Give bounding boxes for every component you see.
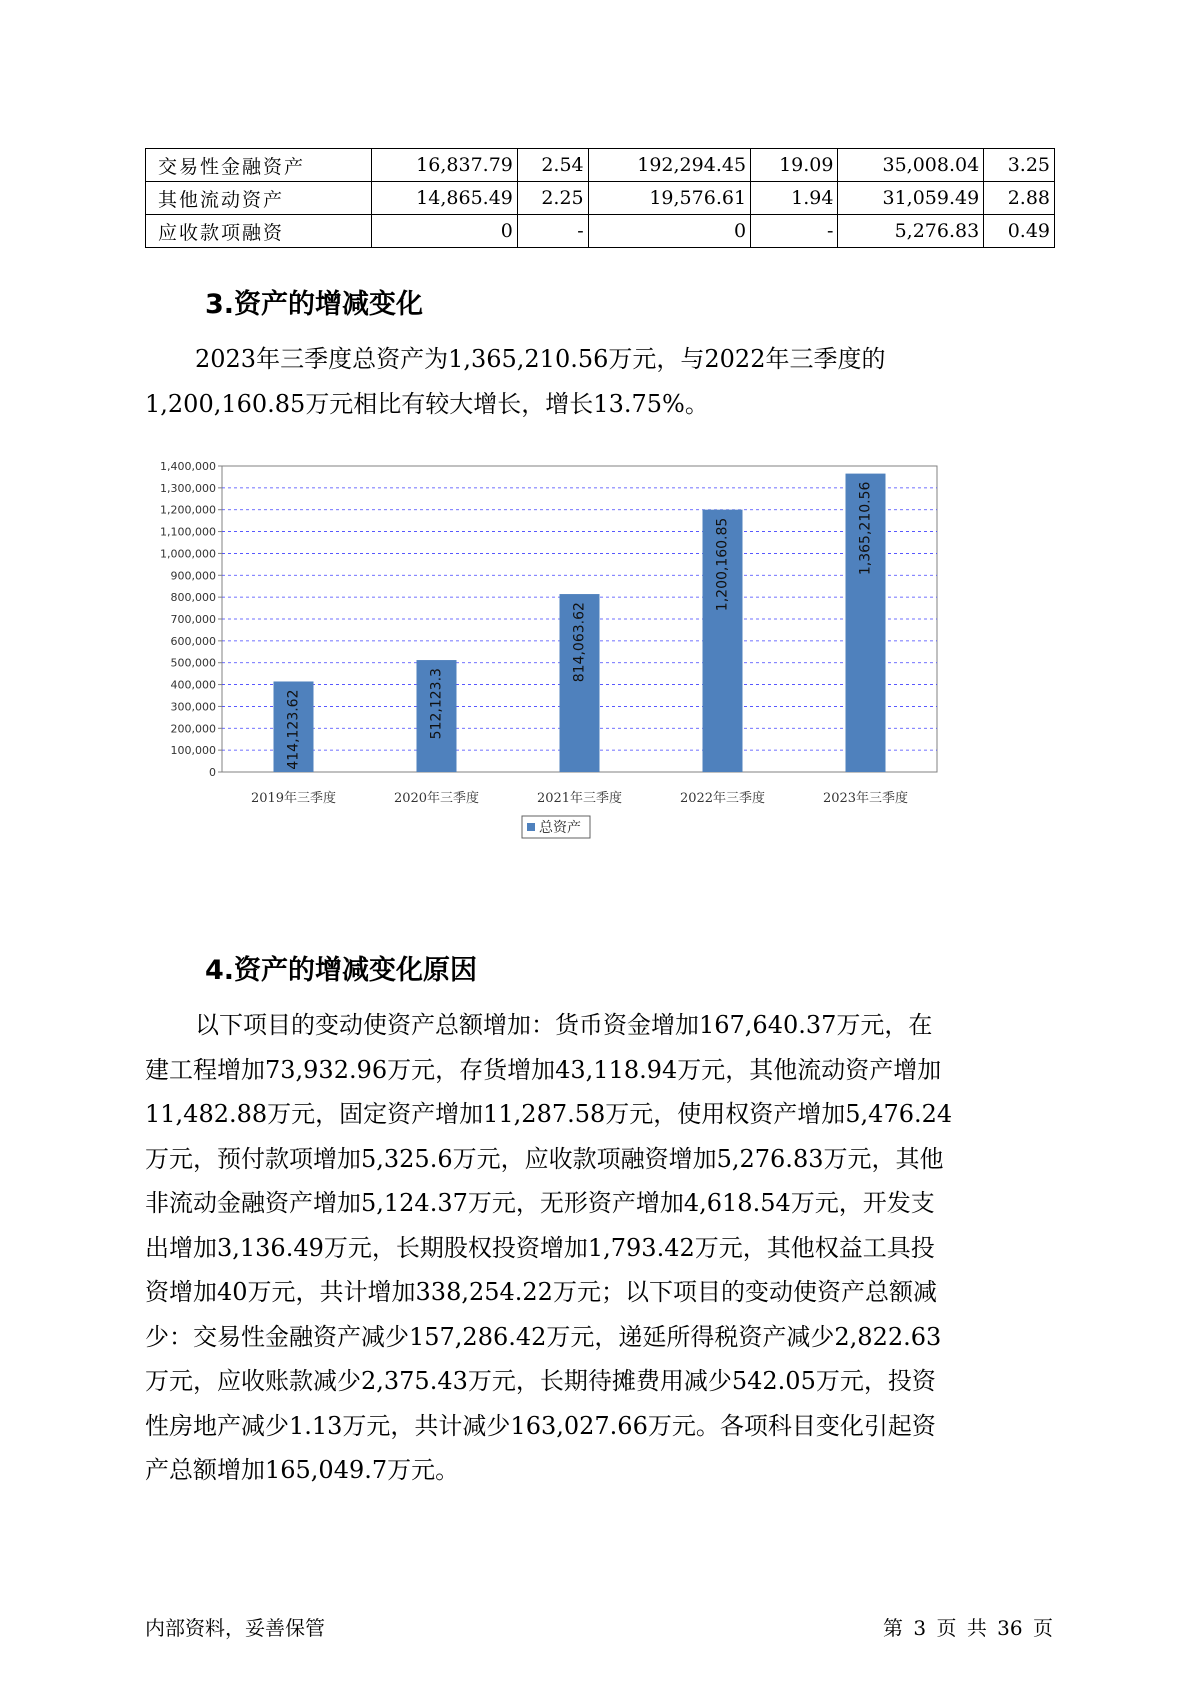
table-cell-value: 35,008.04 bbox=[838, 149, 984, 182]
table-cell-value: 14,865.49 bbox=[372, 182, 518, 215]
table-cell-item: 应收款项融资 bbox=[146, 215, 372, 248]
paragraph-line: 1,200,160.85万元相比有较大增长，增长13.75%。 bbox=[145, 389, 709, 418]
table-cell-item: 交易性金融资产 bbox=[146, 149, 372, 182]
y-tick-label: 500,000 bbox=[170, 656, 216, 670]
y-tick-label: 200,000 bbox=[170, 722, 216, 736]
bar-value-label: 814,063.62 bbox=[571, 602, 588, 683]
table-row bbox=[146, 215, 1055, 248]
table-row bbox=[146, 182, 1055, 215]
table-cell-value: 2.25 bbox=[517, 182, 588, 215]
table-cell-value: - bbox=[751, 215, 838, 248]
paragraph-line: 万元，应收账款减少2,375.43万元，长期待摊费用减少542.05万元，投资 bbox=[145, 1367, 936, 1395]
table-cell-value: 0 bbox=[372, 215, 518, 248]
y-tick-label: 600,000 bbox=[170, 634, 216, 648]
table-cell-value: 2.88 bbox=[984, 182, 1055, 215]
section4-heading: 4.资产的增减变化原因 bbox=[205, 955, 478, 986]
legend-label: 总资产 bbox=[539, 820, 581, 836]
paragraph-line: 少：交易性金融资产减少157,286.42万元，递延所得税资产减少2,822.63 bbox=[145, 1322, 942, 1351]
footer-page-number: 第 3 页 共 36 页 bbox=[883, 1616, 1053, 1640]
table-cell-value: 0 bbox=[588, 215, 750, 248]
table-cell-value: 2.54 bbox=[517, 149, 588, 182]
y-tick-label: 400,000 bbox=[170, 678, 216, 692]
table-cell-value: 19,576.61 bbox=[588, 182, 750, 215]
table-cell-value: 3.25 bbox=[984, 149, 1055, 182]
table-cell-value: 31,059.49 bbox=[838, 182, 984, 215]
table-row bbox=[146, 149, 1055, 182]
y-tick-label: 1,000,000 bbox=[160, 547, 216, 561]
y-tick-label: 900,000 bbox=[170, 569, 216, 583]
table-cell-value: 19.09 bbox=[751, 149, 838, 182]
section4-paragraph bbox=[145, 1003, 1055, 1493]
table-cell-value: 0.49 bbox=[984, 215, 1055, 248]
table-cell-item: 其他流动资产 bbox=[146, 182, 372, 215]
table-cell-value: 192,294.45 bbox=[588, 149, 750, 182]
paragraph-line: 万元，预付款项增加5,325.6万元，应收款项融资增加5,276.83万元，其他 bbox=[145, 1144, 944, 1173]
y-tick-label: 300,000 bbox=[170, 700, 216, 714]
table-cell-value: 16,837.79 bbox=[372, 149, 518, 182]
paragraph-line: 11,482.88万元，固定资产增加11,287.58万元，使用权资产增加5,476.24 bbox=[145, 1100, 953, 1128]
bar-value-label: 414,123.62 bbox=[285, 689, 302, 770]
bar-value-label: 1,200,160.85 bbox=[714, 517, 731, 612]
x-tick-label: 2023年三季度 bbox=[822, 791, 909, 806]
x-tick-label: 2020年三季度 bbox=[393, 791, 480, 806]
section3-paragraph bbox=[145, 337, 1055, 426]
y-tick-label: 1,300,000 bbox=[160, 481, 216, 495]
paragraph-line: 建工程增加73,932.96万元，存货增加43,118.94万元，其他流动资产增加 bbox=[145, 1055, 942, 1084]
y-tick-label: 1,400,000 bbox=[160, 460, 216, 473]
bar-value-label: 512,123.3 bbox=[428, 668, 445, 740]
y-tick-label: 800,000 bbox=[170, 591, 216, 605]
paragraph-line: 产总额增加165,049.7万元。 bbox=[145, 1456, 460, 1484]
total-assets-chart bbox=[150, 455, 1040, 915]
y-tick-label: 1,200,000 bbox=[160, 503, 216, 517]
table-cell-value: 5,276.83 bbox=[838, 215, 984, 248]
x-tick-label: 2019年三季度 bbox=[250, 791, 337, 806]
y-tick-label: 0 bbox=[209, 766, 216, 779]
paragraph-line: 非流动金融资产增加5,124.37万元，无形资产增加4,618.54万元，开发支 bbox=[145, 1189, 935, 1217]
y-tick-label: 700,000 bbox=[170, 613, 216, 626]
y-tick-label: 1,100,000 bbox=[160, 525, 216, 539]
paragraph-line: 出增加3,136.49万元，长期股权投资增加1,793.42万元，其他权益工具投 bbox=[145, 1233, 935, 1262]
x-tick-label: 2022年三季度 bbox=[679, 791, 766, 806]
y-tick-label: 100,000 bbox=[170, 744, 216, 758]
section3-heading: 3.资产的增减变化 bbox=[205, 289, 424, 320]
footer-confidential: 内部资料，妥善保管 bbox=[145, 1616, 325, 1640]
paragraph-line: 性房地产减少1.13万元，共计减少163,027.66万元。各项科目变化引起资 bbox=[145, 1411, 936, 1440]
asset-table bbox=[145, 148, 1055, 248]
bar-value-label: 1,365,210.56 bbox=[857, 481, 874, 576]
table-cell-value: - bbox=[517, 215, 588, 248]
paragraph-line: 以下项目的变动使资产总额增加：货币资金增加167,640.37万元，在 bbox=[195, 1011, 933, 1039]
table-cell-value: 1.94 bbox=[751, 182, 838, 215]
x-tick-label: 2021年三季度 bbox=[536, 791, 623, 806]
paragraph-line: 2023年三季度总资产为1,365,210.56万元，与2022年三季度的 bbox=[195, 345, 886, 373]
legend-swatch bbox=[527, 823, 535, 831]
paragraph-line: 资增加40万元，共计增加338,254.22万元；以下项目的变动使资产总额减 bbox=[145, 1278, 937, 1306]
